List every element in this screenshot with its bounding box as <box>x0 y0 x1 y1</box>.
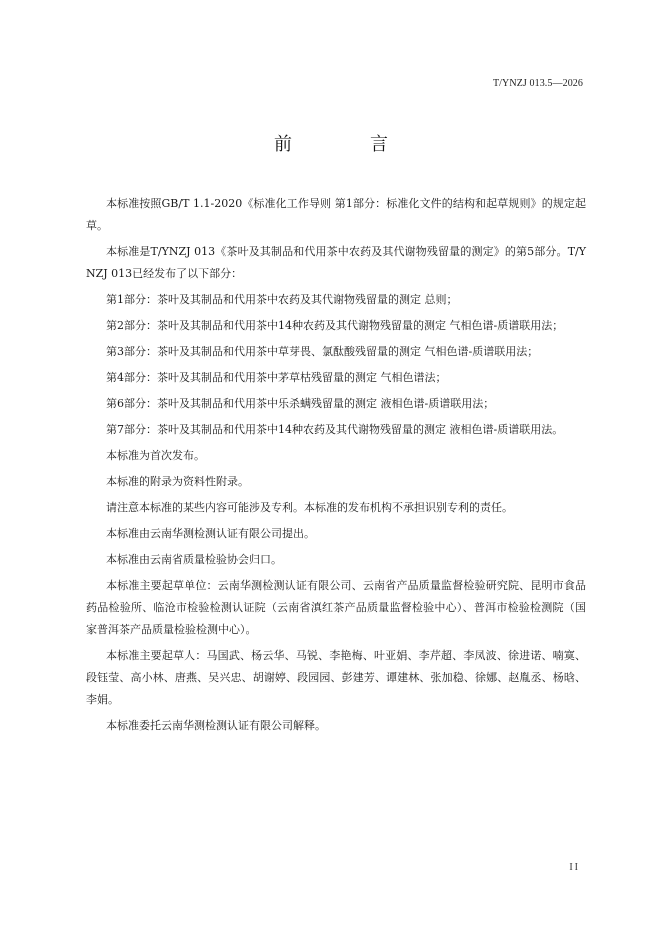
paragraph: 本标准主要起草单位：云南华测检测认证有限公司、云南省产品质量监督检验研究院、昆明市食品药品检验所、临沧市检验检测认证院（云南省滇红茶产品质量监督检验中心）、普洱市检验检测院（国家普洱茶产品质量检验检测中心）。 <box>86 579 586 636</box>
paragraph: 第2部分：茶叶及其制品和代用茶中14种农药及其代谢物残留量的测定 气相色谱-质谱联用法； <box>106 319 564 332</box>
paragraph: 本标准的附录为资料性附录。 <box>106 475 249 488</box>
paragraph: 请注意本标准的某些内容可能涉及专利。本标准的发布机构不承担识别专利的责任。 <box>106 501 513 514</box>
page-number: II <box>569 862 580 873</box>
paragraph: 本标准为首次发布。 <box>106 449 205 462</box>
paragraph: 第4部分：茶叶及其制品和代用茶中茅草枯残留量的测定 气相色谱法； <box>106 371 447 384</box>
paragraph: 本标准主要起草人：马国武、杨云华、马锐、李艳梅、叶亚娟、李芹超、李凤波、徐进诺、喃寞、段钰莹、高小林、唐燕、吴兴忠、胡谢婷、段园园、彭建芳、谭建林、张加稳、徐娜、赵胤丞、杨晗、李娟。 <box>86 649 586 706</box>
document-code: T/YNZJ 013.5—2026 <box>492 78 583 89</box>
paragraph: 第7部分：茶叶及其制品和代用茶中14种农药及其代谢物残留量的测定 液相色谱-质谱联用法。 <box>106 423 564 436</box>
paragraph: 本标准按照GB/T 1.1-2020《标准化工作导则 第1部分：标准化文件的结构和起草规则》的规定起草。 <box>86 197 586 232</box>
paragraph: 本标准是T/YNZJ 013《茶叶及其制品和代用茶中农药及其代谢物残留量的测定》的第5部分。T/YNZJ 013已经发布了以下部分： <box>86 245 586 280</box>
paragraph: 第6部分：茶叶及其制品和代用茶中乐杀螨残留量的测定 液相色谱-质谱联用法； <box>106 397 495 410</box>
paragraph: 第3部分：茶叶及其制品和代用茶中草芽畏、氯酞酸残留量的测定 气相色谱-质谱联用法； <box>106 345 539 358</box>
paragraph: 本标准由云南华测检测认证有限公司提出。 <box>106 527 315 540</box>
paragraph: 本标准委托云南华测检测认证有限公司解释。 <box>106 719 326 732</box>
foreword-body <box>86 193 586 741</box>
paragraph: 第1部分：茶叶及其制品和代用茶中农药及其代谢物残留量的测定 总则； <box>106 293 458 306</box>
page-title: 前 言 <box>274 134 418 155</box>
paragraph: 本标准由云南省质量检验协会归口。 <box>106 553 282 566</box>
